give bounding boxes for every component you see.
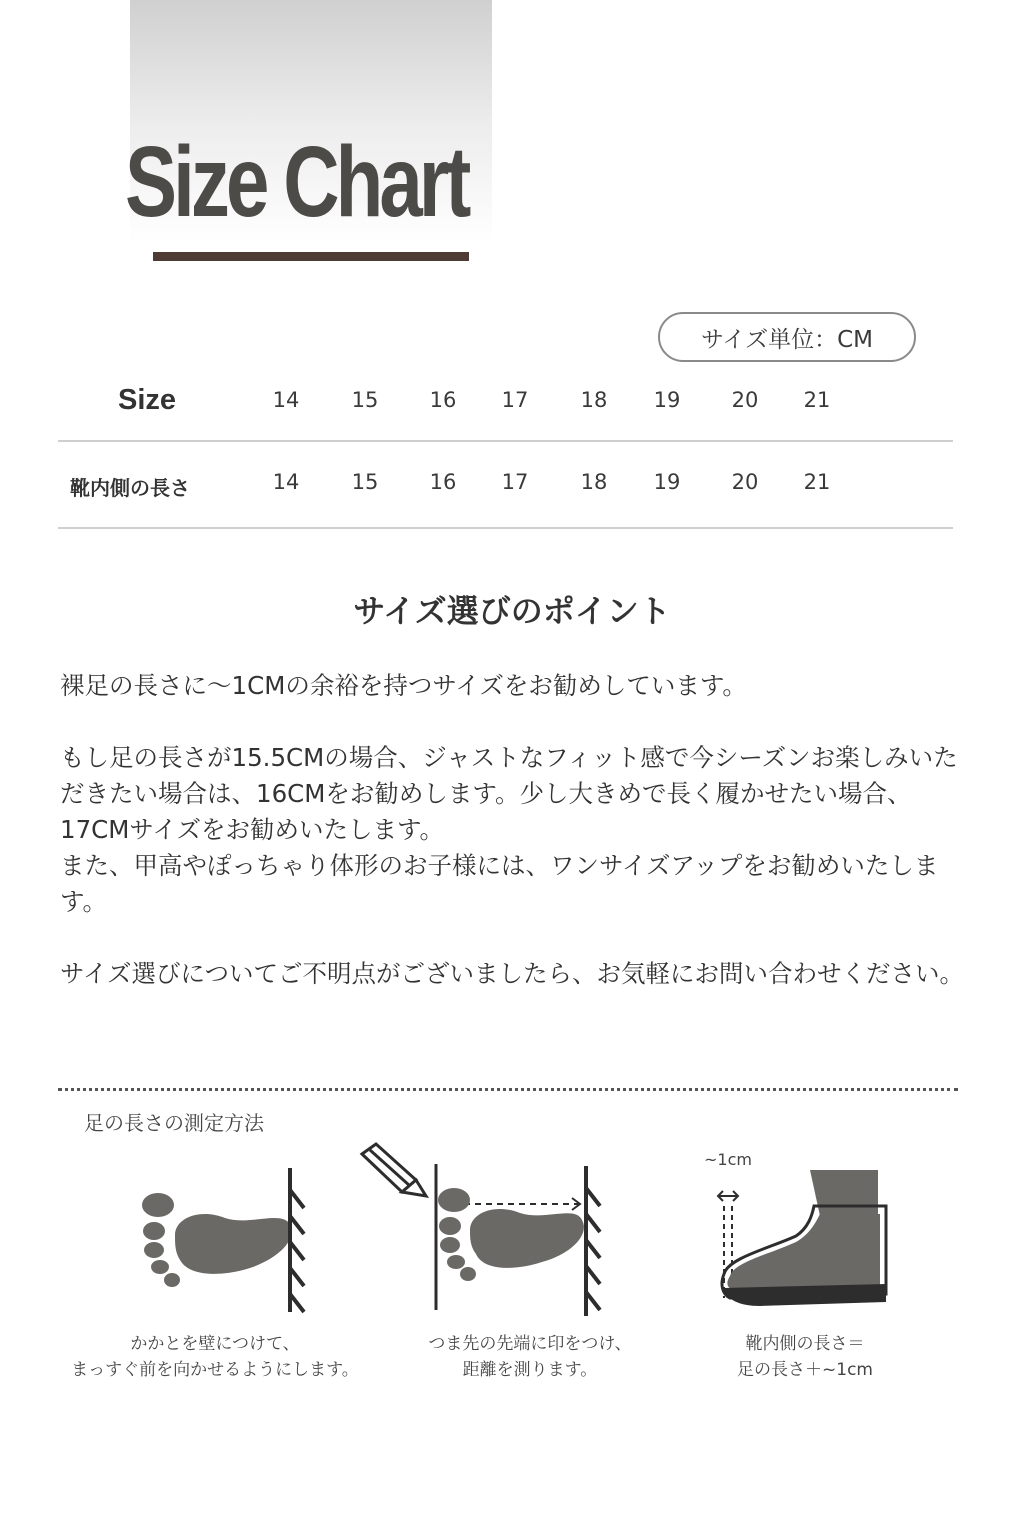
size-cell: 18 [580,388,608,412]
step1-caption [40,1331,390,1383]
size-cell: 19 [653,388,681,412]
tips-paragraph: サイズ選びについてご不明点がございましたら、お気軽にお問い合わせください。 [60,959,965,988]
tips-paragraph: また、甲高やぽっちゃり体形のお子様には、ワンサイズアップをお勧めいたします。 [60,851,939,916]
caption-line: 距離を測ります。 [462,1360,598,1380]
tips-title: サイズ選びのポイント [353,592,671,630]
size-cell: 20 [731,388,759,412]
wall-icon [290,1168,304,1312]
size-cell: 21 [803,388,831,412]
title-underline [153,252,469,261]
caption-line: まっすぐ前を向かせるようにします。 [71,1360,359,1380]
length-cell: 21 [803,470,831,494]
length-cell: 16 [429,470,457,494]
length-cell: 19 [653,470,681,494]
gap-label: ~1cm [704,1150,752,1169]
length-row-label: 靴内側の長さ [70,476,190,500]
step3-caption [690,1331,920,1383]
length-row [0,470,1024,510]
size-row-label: Size [118,384,177,416]
caption-line: つま先の先端に印をつけ、 [428,1334,632,1354]
length-cell: 17 [501,470,529,494]
page-title: Size Chart [125,126,468,238]
size-cell: 17 [501,388,529,412]
section-divider [58,1088,958,1091]
size-row [0,384,1024,428]
measure-title: 足の長さの測定方法 [84,1111,264,1135]
table-divider [58,440,953,442]
caption-line: かかとを壁につけて、 [130,1334,300,1354]
length-cell: 14 [272,470,300,494]
table-divider [58,527,953,529]
pencil-icon [362,1144,426,1196]
measure-foot-illustration [350,1140,610,1320]
footprint-icon [438,1188,584,1281]
tips-paragraph: もし足の長さが15.5CMの場合、ジャストなフィット感で今シーズンお楽しみいただきたい場合は、16CMをお勧めします。少し大きめで長く履かせたい場合、17CMサイズをお勧めいたします。 [60,743,958,844]
caption-line: 靴内側の長さ＝ [745,1334,865,1354]
footprint-icon [142,1193,292,1287]
length-cell: 18 [580,470,608,494]
wall-icon [586,1166,600,1316]
length-cell: 15 [351,470,379,494]
shoe-fit-illustration [700,1166,900,1308]
foot-against-wall-illustration [130,1160,320,1320]
length-cell: 20 [731,470,759,494]
size-cell: 15 [351,388,379,412]
tips-paragraph: 裸足の長さに〜1CMの余裕を持つサイズをお勧めしています。 [60,671,747,700]
size-cell: 14 [272,388,300,412]
step2-caption [380,1331,680,1383]
unit-badge: サイズ単位：CM [658,312,916,362]
leg-shape [810,1170,878,1216]
caption-line: 足の長さ＋~1cm [737,1360,873,1380]
size-cell: 16 [429,388,457,412]
